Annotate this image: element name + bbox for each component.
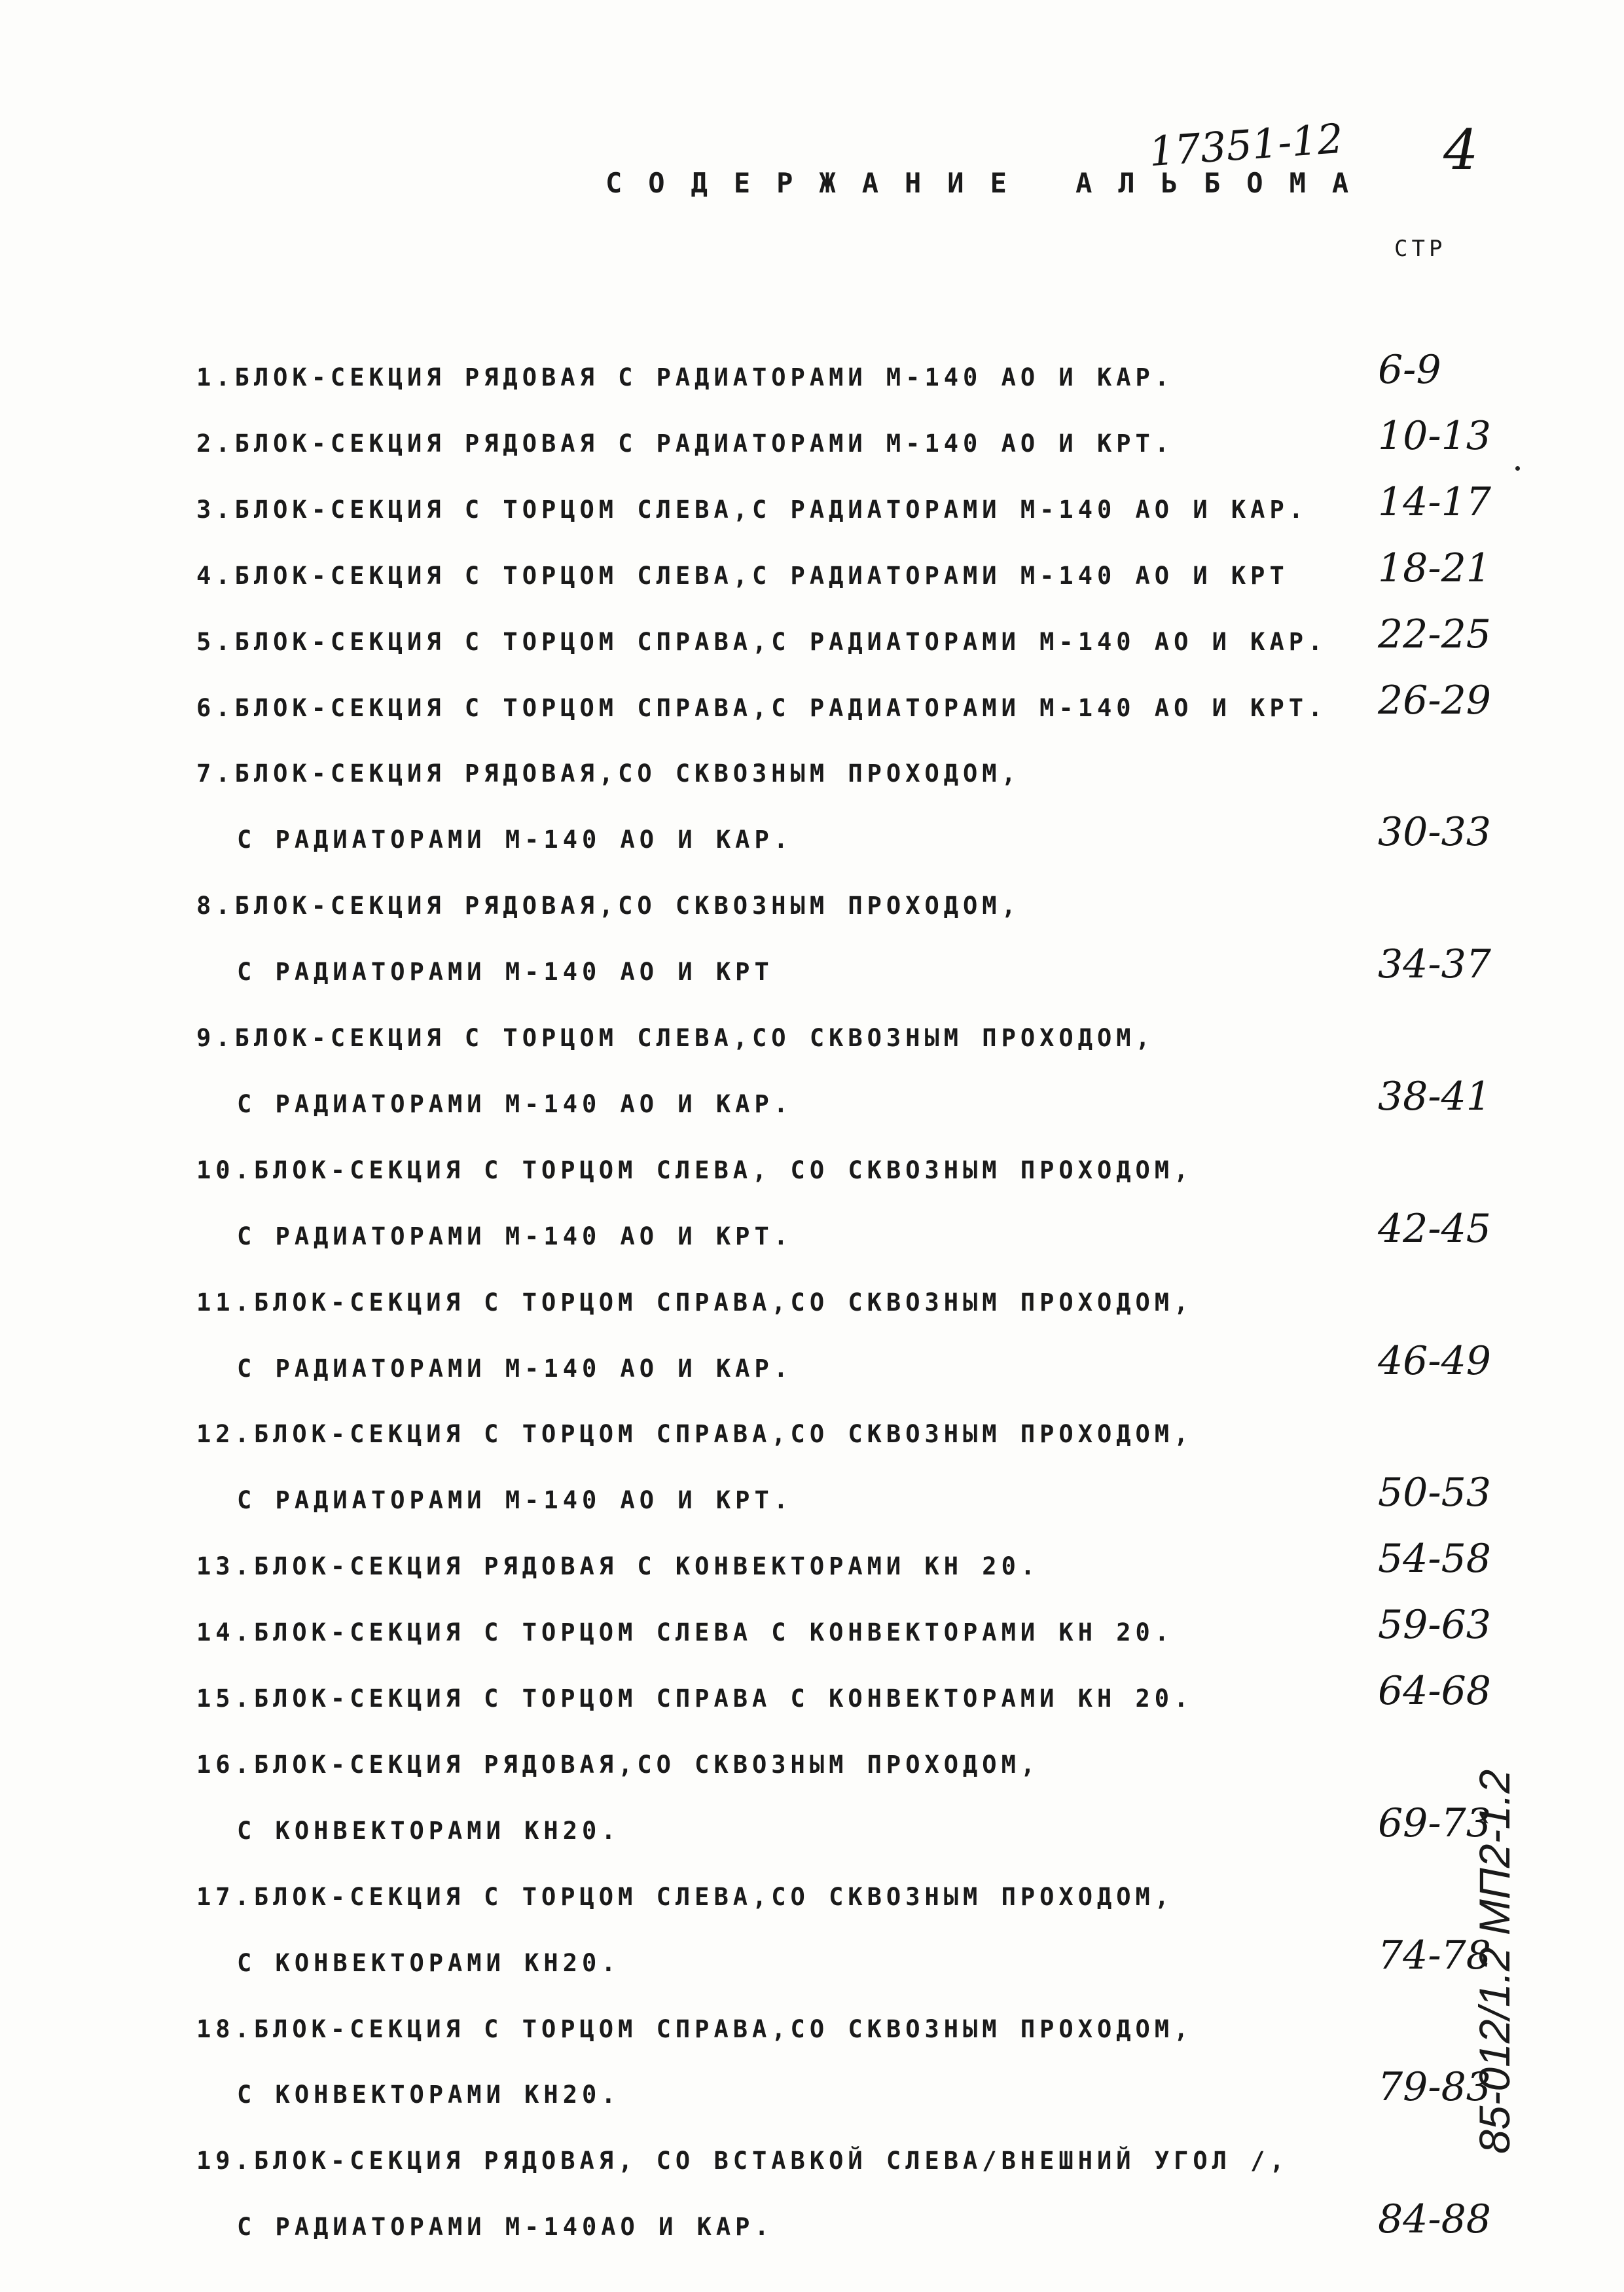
toc-entry-continuation: С КОНВЕКТОРАМИ КН20. — [237, 1948, 621, 1977]
toc-entry-pages: 74-78 — [1378, 1932, 1491, 1978]
toc-entry-pages: 22-25 — [1378, 611, 1491, 657]
document-number: 17351-12 — [1147, 114, 1345, 176]
toc-entry-pages: 10-13 — [1378, 412, 1491, 459]
toc-entry-title: 18.БЛОК-СЕКЦИЯ С ТОРЦОМ СПРАВА,СО СКВОЗНЫМ ПРОХОДОМ, — [196, 2014, 1193, 2043]
toc-entry-pages: 84-88 — [1378, 2196, 1491, 2243]
side-document-code: 85-012/1.2 МП2-1.2 — [1470, 1769, 1519, 2154]
toc-entry-continuation: С РАДИАТОРАМИ М-140 АО И КАР. — [237, 826, 793, 854]
toc-entry-pages: 50-53 — [1378, 1470, 1491, 1516]
toc-entry-title: 6.БЛОК-СЕКЦИЯ С ТОРЦОМ СПРАВА,С РАДИАТОРАМИ М-140 АО И КРТ. — [196, 693, 1327, 722]
toc-entry-pages: 46-49 — [1378, 1337, 1491, 1384]
toc-entry-title: 9.БЛОК-СЕКЦИЯ С ТОРЦОМ СЛЕВА,СО СКВОЗНЫМ ПРОХОДОМ, — [196, 1024, 1155, 1052]
toc-entry-title: 4.БЛОК-СЕКЦИЯ С ТОРЦОМ СЛЕВА,С РАДИАТОРАМИ М-140 АО И КРТ — [196, 561, 1289, 590]
toc-entry-continuation: С РАДИАТОРАМИ М-140АО И КАР. — [237, 2213, 774, 2242]
toc-entry-title: 10.БЛОК-СЕКЦИЯ С ТОРЦОМ СЛЕВА, СО СКВОЗНЫМ ПРОХОДОМ, — [196, 1155, 1193, 1184]
toc-entry-title: 1.БЛОК-СЕКЦИЯ РЯДОВАЯ С РАДИАТОРАМИ М-140 АО И КАР. — [196, 363, 1174, 391]
toc-entry-continuation: С РАДИАТОРАМИ М-140 АО И КАР. — [237, 1089, 793, 1118]
sheet-number: 4 — [1443, 118, 1479, 182]
toc-entry-title: 5.БЛОК-СЕКЦИЯ С ТОРЦОМ СПРАВА,С РАДИАТОРАМИ М-140 АО И КАР. — [196, 627, 1327, 656]
toc-entry-title: 7.БЛОК-СЕКЦИЯ РЯДОВАЯ,СО СКВОЗНЫМ ПРОХОДОМ, — [196, 759, 1020, 788]
toc-entry-title: 17.БЛОК-СЕКЦИЯ С ТОРЦОМ СЛЕВА,СО СКВОЗНЫМ ПРОХОДОМ, — [196, 1882, 1174, 1911]
toc-entry-title: 16.БЛОК-СЕКЦИЯ РЯДОВАЯ,СО СКВОЗНЫМ ПРОХОДОМ, — [196, 1750, 1040, 1779]
toc-entry-pages: 79-83 — [1378, 2064, 1491, 2111]
toc-entry-title: 3.БЛОК-СЕКЦИЯ С ТОРЦОМ СЛЕВА,С РАДИАТОРАМИ М-140 АО И КАР. — [196, 495, 1308, 524]
toc-entry-pages: 18-21 — [1378, 545, 1491, 591]
page-title: СОДЕРЖАНИЕ АЛЬБОМА — [605, 167, 1375, 199]
toc-entry-title: 14.БЛОК-СЕКЦИЯ С ТОРЦОМ СЛЕВА С КОНВЕКТОРАМИ КН 20. — [196, 1618, 1174, 1647]
page-column-header: СТР — [1394, 236, 1447, 262]
toc-entry-pages: 30-33 — [1378, 809, 1491, 856]
toc-entry-continuation: С РАДИАТОРАМИ М-140 АО И КРТ. — [237, 1222, 793, 1250]
toc-entry-title: 11.БЛОК-СЕКЦИЯ С ТОРЦОМ СПРАВА,СО СКВОЗНЫМ ПРОХОДОМ, — [196, 1288, 1193, 1317]
toc-entry-pages: 69-73 — [1378, 1800, 1491, 1846]
toc-entry-pages: 59-63 — [1378, 1602, 1491, 1648]
toc-entry-continuation: С РАДИАТОРАМИ М-140 АО И КРТ. — [237, 1486, 793, 1515]
toc-entry-pages: 42-45 — [1378, 1205, 1491, 1252]
toc-entry-pages: 14-17 — [1378, 479, 1491, 525]
toc-entry-pages: 26-29 — [1378, 677, 1491, 723]
toc-entry-continuation: С КОНВЕКТОРАМИ КН20. — [237, 1816, 621, 1845]
toc-entry-title: 19.БЛОК-СЕКЦИЯ РЯДОВАЯ, СО ВСТАВКОЙ СЛЕВА/ВНЕШНИЙ УГОЛ /, — [196, 2147, 1289, 2175]
toc-entry-pages: 54-58 — [1378, 1536, 1491, 1582]
toc-entry-continuation: С РАДИАТОРАМИ М-140 АО И КАР. — [237, 1354, 793, 1383]
toc-entry-continuation: С КОНВЕКТОРАМИ КН20. — [237, 2081, 621, 2109]
toc-entry-pages: 6-9 — [1378, 347, 1441, 393]
toc-entry-title: 13.БЛОК-СЕКЦИЯ РЯДОВАЯ С КОНВЕКТОРАМИ КН 20. — [196, 1552, 1040, 1581]
toc-entry-pages: 38-41 — [1378, 1073, 1491, 1119]
toc-entry-title: 12.БЛОК-СЕКЦИЯ С ТОРЦОМ СПРАВА,СО СКВОЗНЫМ ПРОХОДОМ, — [196, 1420, 1193, 1449]
toc-entry-pages: 34-37 — [1378, 941, 1491, 988]
toc-entry-title: 2.БЛОК-СЕКЦИЯ РЯДОВАЯ С РАДИАТОРАМИ М-140 АО И КРТ. — [196, 429, 1174, 458]
toc-entry-continuation: С РАДИАТОРАМИ М-140 АО И КРТ — [237, 958, 774, 987]
toc-entry-title: 8.БЛОК-СЕКЦИЯ РЯДОВАЯ,СО СКВОЗНЫМ ПРОХОДОМ, — [196, 892, 1020, 920]
toc-entry-pages: 64-68 — [1378, 1668, 1491, 1714]
toc-entry-title: 15.БЛОК-СЕКЦИЯ С ТОРЦОМ СПРАВА С КОНВЕКТОРАМИ КН 20. — [196, 1684, 1193, 1713]
